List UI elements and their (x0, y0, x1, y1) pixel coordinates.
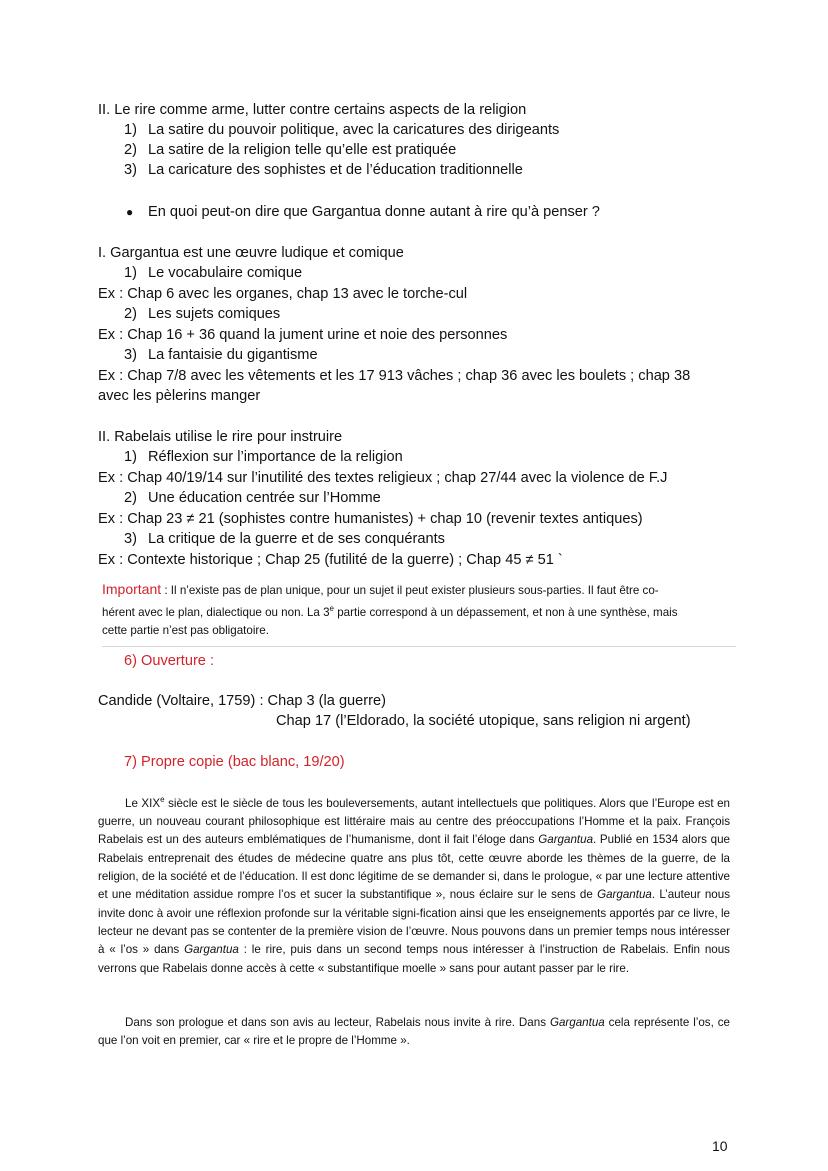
item-text: Les sujets comiques (148, 306, 281, 322)
outline-part2-item-1 (124, 120, 559, 140)
item-number: 2) (124, 490, 137, 506)
superscript: e (329, 604, 334, 613)
essay-text: . L’auteur nous invite donc à avoir une réflexion profonde sur la véritable signi-fication ainsi que les enseignements apportés par ce livre, le lecteur ne devant pas se contenter de la première vision de l’œuvre. Nous pouvons dans un premier temps nous intéresser à « l’os » dans (98, 888, 730, 957)
essay-paragraph-2 (98, 1014, 730, 1051)
item-text: Le vocabulaire comique (148, 265, 303, 281)
essay-text: . Publié en 1534 alors que Rabelais entreprenait des études de médecine quatre ans plus tôt, cette œuvre aborde les thèmes de la guerre, de la religion, de la société et de l’éducation. Il est donc légitime de se demander si, dans le prologue, « par une lecture attentive et une méditation assidue rompre l’os et sucer la substantifique », nous éclaire sur le sens de (98, 833, 730, 902)
important-text-2b: partie correspond à un dépassement, et non à une synthèse, mais (334, 605, 678, 619)
section1-example-2: Ex : Chap 16 + 36 quand la jument urine et noie des personnes (98, 327, 508, 343)
section1-example-3b: avec les pèlerins manger (98, 388, 261, 404)
bullet-question-text: En quoi peut-on dire que Gargantua donne autant à rire qu’à penser ? (148, 204, 600, 220)
important-line-2 (102, 600, 736, 622)
superscript: e (160, 795, 165, 804)
item-number: 2) (124, 306, 137, 322)
essay-text: cela représente l’os, ce que l’on voit en premier, car « rire et le propre de l’Homme ». (98, 1016, 730, 1048)
important-note (102, 580, 736, 647)
section2-example-3: Ex : Contexte historique ; Chap 25 (futilité de la guerre) ; Chap 45 ≠ 51 ` (98, 552, 563, 568)
section2-item-2 (124, 488, 381, 508)
section2-example-2: Ex : Chap 23 ≠ 21 (sophistes contre humanistes) + chap 10 (revenir textes antiques) (98, 511, 643, 527)
essay-text: Le XIX (125, 796, 161, 810)
book-title: Gargantua (597, 888, 652, 902)
section2-title: II. Rabelais utilise le rire pour instruire (98, 429, 343, 445)
ouverture-heading: 6) Ouverture : (124, 653, 215, 669)
item-text: Une éducation centrée sur l’Homme (148, 490, 381, 506)
section1-example-3a: Ex : Chap 7/8 avec les vêtements et les 17 913 vâches ; chap 36 avec les boulets ; chap 38 (98, 368, 691, 384)
item-text: La fantaisie du gigantisme (148, 347, 318, 363)
essay-paragraph-1 (98, 791, 730, 978)
item-text: La satire de la religion telle qu’elle est pratiquée (148, 142, 457, 158)
essay-text: siècle est le siècle de tous les bouleversements, autant intellectuels que politiques. Alors que l’Europe est en guerre, un nouveau courant philosophique est littéraire mais au centre des préoccupations l’Homme et la paix. François Rabelais est un des auteurs emblématiques de l’humanisme, dont il fait l’éloge dans (98, 796, 730, 847)
page-number: 10 (712, 1138, 728, 1154)
bullet-icon: ● (126, 205, 134, 219)
section1-item-2 (124, 304, 280, 324)
copie-heading: 7) Propre copie (bac blanc, 19/20) (124, 754, 345, 770)
section1-item-1 (124, 263, 302, 283)
book-title: Gargantua (549, 1016, 605, 1029)
item-number: 1) (124, 449, 137, 465)
outline-part2-item-2 (124, 140, 456, 160)
section1-title: I. Gargantua est une œuvre ludique et comique (98, 245, 404, 261)
section1-example-1: Ex : Chap 6 avec les organes, chap 13 avec le torche-cul (98, 286, 468, 302)
item-text: La caricature des sophistes et de l’éducation traditionnelle (148, 162, 523, 178)
section1-item-3 (124, 345, 318, 365)
important-line-3: cette partie n’est pas obligatoire. (102, 623, 269, 637)
important-line-1 (102, 580, 736, 600)
important-text-2a: hérent avec le plan, dialectique ou non. La 3 (102, 605, 330, 619)
essay-text: : le rire, puis dans un second temps nous intéresser à l’instruction de Rabelais. Enfin nous verrons que Rabelais donne accès à cette « substantifique moelle » sans pour autant passer par le rire. (98, 943, 730, 975)
item-text: La critique de la guerre et de ses conquérants (148, 531, 445, 547)
important-label: Important (102, 581, 162, 597)
outline-part2-title: II. Le rire comme arme, lutter contre certains aspects de la religion (98, 102, 527, 118)
section2-example-1: Ex : Chap 40/19/14 sur l’inutilité des textes religieux ; chap 27/44 avec la violence de F.J (98, 470, 668, 486)
item-number: 3) (124, 531, 137, 547)
item-number: 3) (124, 162, 137, 178)
item-number: 3) (124, 347, 137, 363)
outline-part2-item-3 (124, 160, 523, 180)
section2-item-1 (124, 447, 403, 467)
item-number: 1) (124, 265, 137, 281)
important-text-1: : Il n’existe pas de plan unique, pour un sujet il peut exister plusieurs sous-parties. Il faut être co- (161, 584, 659, 597)
book-title: Gargantua (184, 943, 239, 957)
section2-item-3 (124, 529, 445, 549)
essay-text: Dans son prologue et dans son avis au lecteur, Rabelais nous invite à rire. Dans (125, 1016, 550, 1029)
item-number: 2) (124, 142, 137, 158)
ouverture-line-2: Chap 17 (l’Eldorado, la société utopique, sans religion ni argent) (276, 713, 691, 729)
item-text: Réflexion sur l’importance de la religion (148, 449, 403, 465)
item-number: 1) (124, 122, 137, 138)
ouverture-line-1: Candide (Voltaire, 1759) : Chap 3 (la guerre) (98, 693, 386, 709)
book-title: Gargantua (538, 833, 594, 847)
item-text: La satire du pouvoir politique, avec la caricatures des dirigeants (148, 122, 560, 138)
